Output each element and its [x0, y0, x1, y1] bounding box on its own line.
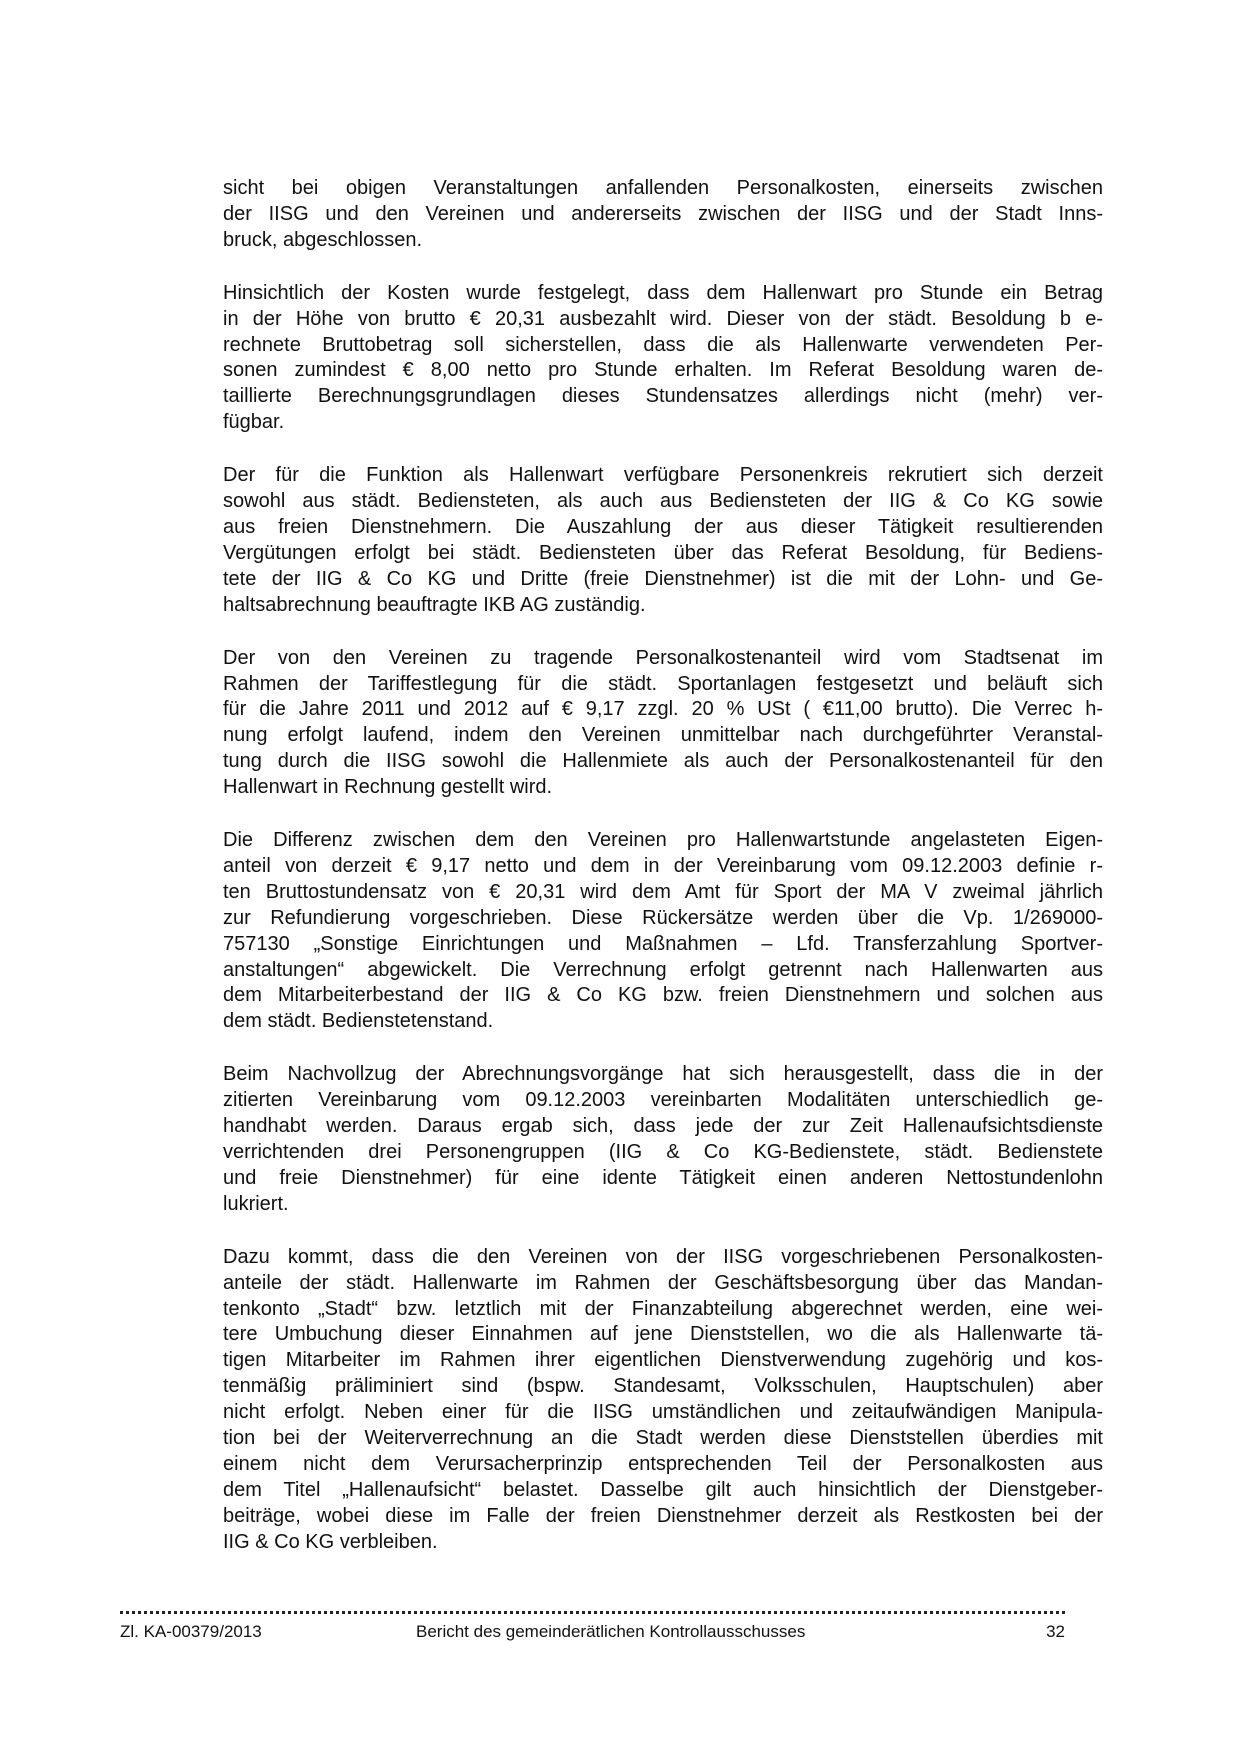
text-line: anteile der städt. Hallenwarte im Rahmen der Geschäftsbesorgung über das Mandan- — [223, 1271, 1103, 1294]
footer-dotted-rule — [120, 1611, 1065, 1614]
text-line: sowohl aus städt. Bediensteten, als auch aus Bediensteten der IIG & Co KG sowie — [223, 490, 1103, 513]
paragraph-6 — [223, 1062, 1103, 1217]
document-body — [223, 176, 1103, 1583]
text-line: Der von den Vereinen zu tragende Personalkostenanteil wird vom Stadtsenat im — [223, 646, 1103, 669]
text-line: zitierten Vereinbarung vom 09.12.2003 vereinbarten Modalitäten unterschiedlich ge- — [223, 1089, 1103, 1112]
text-line: sicht bei obigen Veranstaltungen anfallenden Personalkosten, einerseits zwischen — [223, 177, 1103, 199]
text-line: tete der IIG & Co KG und Dritte (freie Dienstnehmer) ist die mit der Lohn- und Ge- — [223, 567, 1103, 590]
text-line: tigen Mitarbeiter im Rahmen ihrer eigentlichen Dienstverwendung zugehörig und kos- — [223, 1349, 1103, 1372]
text-line: zur Refundierung vorgeschrieben. Diese Rückersätze werden über die Vp. 1/269000- — [223, 906, 1103, 929]
text-line: anteil von derzeit € 9,17 netto und dem in der Vereinbarung vom 09.12.2003 definie r- — [223, 854, 1103, 877]
paragraph-1 — [223, 176, 1103, 254]
text-line: IIG & Co KG verbleiben. — [223, 1530, 438, 1553]
text-line: Hallenwart in Rechnung gestellt wird. — [223, 776, 553, 799]
text-line: taillierte Berechnungsgrundlagen dieses Stundensatzes allerdings nicht (mehr) ver- — [223, 385, 1103, 408]
paragraph-2 — [223, 281, 1103, 436]
text-line: fügbar. — [223, 411, 285, 434]
text-line: Hinsichtlich der Kosten wurde festgelegt, dass dem Hallenwart pro Stunde ein Betrag — [223, 281, 1103, 304]
text-line: tere Umbuchung dieser Einnahmen auf jene Dienststellen, wo die als Hallenwarte tä- — [223, 1323, 1103, 1346]
text-line: lukriert. — [223, 1192, 289, 1215]
text-line: tenmäßig präliminiert sind (bspw. Standesamt, Volksschulen, Hauptschulen) aber — [223, 1375, 1103, 1398]
paragraph-4 — [223, 646, 1103, 801]
page-number: 32 — [1046, 1622, 1065, 1641]
text-line: haltsabrechnung beauftragte IKB AG zuständig. — [223, 593, 646, 616]
text-line: tion bei der Weiterverrechnung an die Stadt werden diese Dienststellen überdies mit — [223, 1427, 1103, 1450]
text-line: sonen zumindest € 8,00 netto pro Stunde erhalten. Im Referat Besoldung waren de- — [223, 359, 1103, 382]
footer-title: Bericht des gemeinderätlichen Kontrollausschusses — [416, 1622, 806, 1641]
text-line: bruck, abgeschlossen. — [223, 228, 423, 251]
text-line: 757130 „Sonstige Einrichtungen und Maßnahmen – Lfd. Transferzahlung Sportver- — [223, 932, 1103, 955]
text-line: dem Mitarbeiterbestand der IIG & Co KG bzw. freien Dienstnehmern und solchen aus — [223, 984, 1103, 1007]
text-line: aus freien Dienstnehmern. Die Auszahlung der aus dieser Tätigkeit resultierenden — [223, 515, 1103, 538]
text-line: einem nicht dem Verursacherprinzip entsprechenden Teil der Personalkosten aus — [223, 1452, 1103, 1475]
text-line: tenkonto „Stadt“ bzw. letztlich mit der Finanzabteilung abgerechnet werden, eine wei- — [223, 1297, 1103, 1320]
text-line: nicht erfolgt. Neben einer für die IISG umständlichen und zeitaufwändigen Manipula- — [223, 1401, 1103, 1424]
text-line: in der Höhe von brutto € 20,31 ausbezahlt wird. Dieser von der städt. Besoldung b e- — [223, 307, 1103, 330]
text-line: tung durch die IISG sowohl die Hallenmiete als auch der Personalkostenanteil für den — [223, 750, 1103, 773]
text-line: Vergütungen erfolgt bei städt. Bediensteten über das Referat Besoldung, für Bediens- — [223, 541, 1103, 564]
text-line: dem Titel „Hallenaufsicht“ belastet. Dasselbe gilt auch hinsichtlich der Dienstgeber- — [223, 1478, 1103, 1501]
text-line: Dazu kommt, dass die den Vereinen von der IISG vorgeschriebenen Personalkosten- — [223, 1245, 1103, 1268]
paragraph-3 — [223, 463, 1103, 618]
text-line: ten Bruttostundensatz von € 20,31 wird dem Amt für Sport der MA V zweimal jährlich — [223, 880, 1103, 903]
text-line: anstaltungen“ abgewickelt. Die Verrechnung erfolgt getrennt nach Hallenwarten aus — [223, 958, 1103, 981]
text-line: Beim Nachvollzug der Abrechnungsvorgänge hat sich herausgestellt, dass die in der — [223, 1063, 1103, 1086]
paragraph-7 — [223, 1245, 1103, 1556]
footer-reference: Zl. KA-00379/2013 — [120, 1622, 262, 1641]
text-line: nung erfolgt laufend, indem den Vereinen unmittelbar nach durchgeführter Veranstal- — [223, 724, 1103, 747]
text-line: Der für die Funktion als Hallenwart verfügbare Personenkreis rekrutiert sich derzeit — [223, 464, 1103, 487]
text-line: verrichtenden drei Personengruppen (IIG & Co KG-Bedienstete, städt. Bedienstete — [223, 1141, 1103, 1163]
text-line: Rahmen der Tariffestlegung für die städt. Sportanlagen festgesetzt und beläuft sich — [223, 672, 1103, 695]
text-line: beiträge, wobei diese im Falle der freien Dienstnehmer derzeit als Restkosten bei der — [223, 1504, 1103, 1527]
paragraph-5 — [223, 828, 1103, 1035]
text-line: Die Differenz zwischen dem den Vereinen pro Hallenwartstunde angelasteten Eigen- — [223, 829, 1103, 852]
text-line: für die Jahre 2011 und 2012 auf € 9,17 zzgl. 20 % USt ( €11,00 brutto). Die Verrec h- — [223, 698, 1103, 721]
text-line: handhabt werden. Daraus ergab sich, dass jede der zur Zeit Hallenaufsichtsdienste — [223, 1115, 1103, 1138]
text-line: rechnete Bruttobetrag soll sicherstellen, dass die als Hallenwarte verwendeten Per- — [223, 333, 1103, 356]
text-line: der IISG und den Vereinen und andererseits zwischen der IISG und der Stadt Inns- — [223, 202, 1103, 225]
text-line: dem städt. Bedienstetenstand. — [223, 1010, 494, 1033]
text-line: und freie Dienstnehmer) für eine idente Tätigkeit einen anderen Nettostundenlohn — [223, 1166, 1103, 1189]
